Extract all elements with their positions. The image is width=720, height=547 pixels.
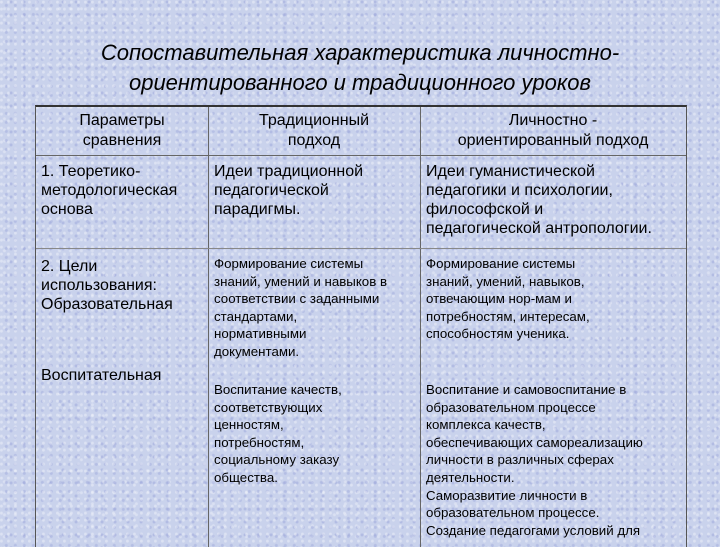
- row2-personal-upbringing: Воспитание и самовоспитание в образовательном процессе комплекса качеств, обеспечивающих самореализацию личности в различных сферах деятельности. Саморазвитие личности в образовательном процессе. Создание педагогами условий для: [426, 382, 643, 538]
- row2-parameter: 2. Цели использования: Образовательная: [41, 258, 173, 313]
- row2-traditional-upbringing: Воспитание качеств, соответствующих ценностям, потребностям, социальному заказу общества.: [214, 382, 342, 485]
- comparison-table: [35, 105, 687, 547]
- header-divider: [36, 155, 686, 156]
- row2-personal-education: Формирование системы знаний, умений, навыков, отвечающим нор-мам и потребностям, интересам, способностям ученика.: [426, 256, 590, 342]
- column-divider: [208, 107, 209, 547]
- column-divider: [420, 107, 421, 547]
- title-line-2: ориентированного и традиционного уроков: [128, 70, 592, 95]
- header-personal: Личностно - ориентированный подход: [457, 112, 649, 149]
- header-traditional: Традиционный подход: [258, 112, 370, 149]
- title-line-1: Сопоставительная характеристика личностно-: [100, 40, 620, 65]
- row2-traditional-education: Формирование системы знаний, умений и навыков в соответствии с заданными стандартами, нормативными документами.: [214, 256, 388, 359]
- row1-personal: Идеи гуманистической педагогики и психологии, философской и педагогической антропологии.: [426, 163, 652, 237]
- row1-traditional: Идеи традиционной педагогической парадигмы.: [214, 163, 364, 218]
- header-parameters: Параметры сравнения: [79, 112, 165, 149]
- row2-parameter-upbringing: Воспитательная: [41, 367, 162, 384]
- row-divider: [36, 248, 686, 249]
- row1-parameter: 1. Теоретико- методологическая основа: [41, 163, 178, 218]
- slide-title: [40, 38, 680, 98]
